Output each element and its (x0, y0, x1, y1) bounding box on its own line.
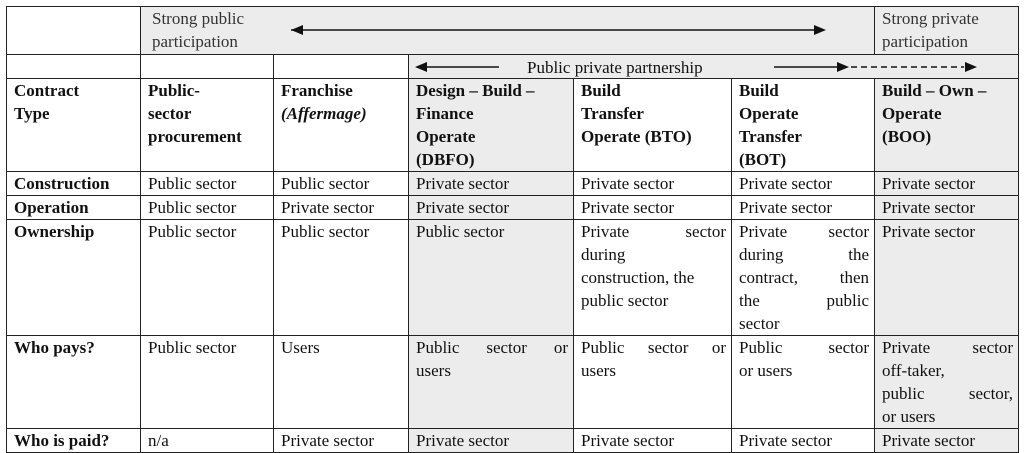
row-label: Construction (7, 172, 141, 196)
table-cell: Private sector (875, 220, 1019, 336)
table-cell: Private sector (875, 429, 1019, 453)
table-row (7, 172, 1019, 196)
double-arrow-icon (141, 7, 841, 55)
table-row (7, 336, 1019, 429)
table-cell: Public sector or users (732, 336, 875, 429)
table-cell: Public sector or users (409, 336, 574, 429)
header-franchise: Franchise (Affermage) (274, 79, 409, 172)
row-label: Who pays? (7, 336, 141, 429)
blank-cell (141, 55, 274, 79)
table-cell: Users (274, 336, 409, 429)
blank-corner-cell (7, 7, 141, 55)
row-label: Ownership (7, 220, 141, 336)
header-bto: Build Transfer Operate (BTO) (574, 79, 732, 172)
table-cell: Private sector off-taker, public sector, or users (875, 336, 1019, 429)
blank-cell (274, 55, 409, 79)
ppp-cell (409, 55, 1019, 79)
ppp-row (7, 55, 1019, 79)
spectrum-cell (141, 7, 875, 55)
row-label: Operation (7, 196, 141, 220)
table-cell: Private sector (875, 172, 1019, 196)
table-cell: Public sector (274, 220, 409, 336)
header-dbfo: Design – Build – Finance Operate (DBFO) (409, 79, 574, 172)
table-cell: Public sector (141, 336, 274, 429)
ppp-label: Public private partnership (527, 58, 703, 77)
ppp-contract-table (6, 6, 1019, 453)
table-cell: Private sector (732, 196, 875, 220)
header-boo: Build – Own – Operate (BOO) (875, 79, 1019, 172)
table-row (7, 196, 1019, 220)
table-cell: Public sector (274, 172, 409, 196)
table-cell: Public sector (141, 172, 274, 196)
blank-cell (7, 55, 141, 79)
ppp-arrow-icon (409, 55, 1019, 79)
table-row (7, 429, 1019, 453)
table-cell: Private sector (732, 172, 875, 196)
header-public-procurement: Public- sector procurement (141, 79, 274, 172)
table-cell: Public sector or users (574, 336, 732, 429)
table-cell: Private sector during the contract, then the public sector (732, 220, 875, 336)
header-row (7, 79, 1019, 172)
table-cell: Public sector (409, 220, 574, 336)
table-cell: Private sector (409, 429, 574, 453)
table-cell: Private sector (409, 196, 574, 220)
row-label: Who is paid? (7, 429, 141, 453)
table-cell: Public sector (141, 220, 274, 336)
table-cell: Public sector (141, 196, 274, 220)
table-cell: Private sector (574, 196, 732, 220)
strong-private-cell (875, 7, 1019, 55)
table-cell: Private sector (574, 429, 732, 453)
table-cell: Private sector (274, 196, 409, 220)
contract-type-header: Contract Type (7, 79, 141, 172)
strong-private-label: Strong private participation (882, 9, 979, 51)
table-cell: Private sector (574, 172, 732, 196)
table-cell: Private sector (732, 429, 875, 453)
strong-public-label: Strong public participation (152, 9, 245, 51)
table-cell: Private sector (409, 172, 574, 196)
table-row (7, 220, 1019, 336)
table-cell: Private sector during construction, the public sector (574, 220, 732, 336)
spectrum-row (7, 7, 1019, 55)
table-cell: Private sector (875, 196, 1019, 220)
table-cell: n/a (141, 429, 274, 453)
header-bot: Build Operate Transfer (BOT) (732, 79, 875, 172)
table-cell: Private sector (274, 429, 409, 453)
